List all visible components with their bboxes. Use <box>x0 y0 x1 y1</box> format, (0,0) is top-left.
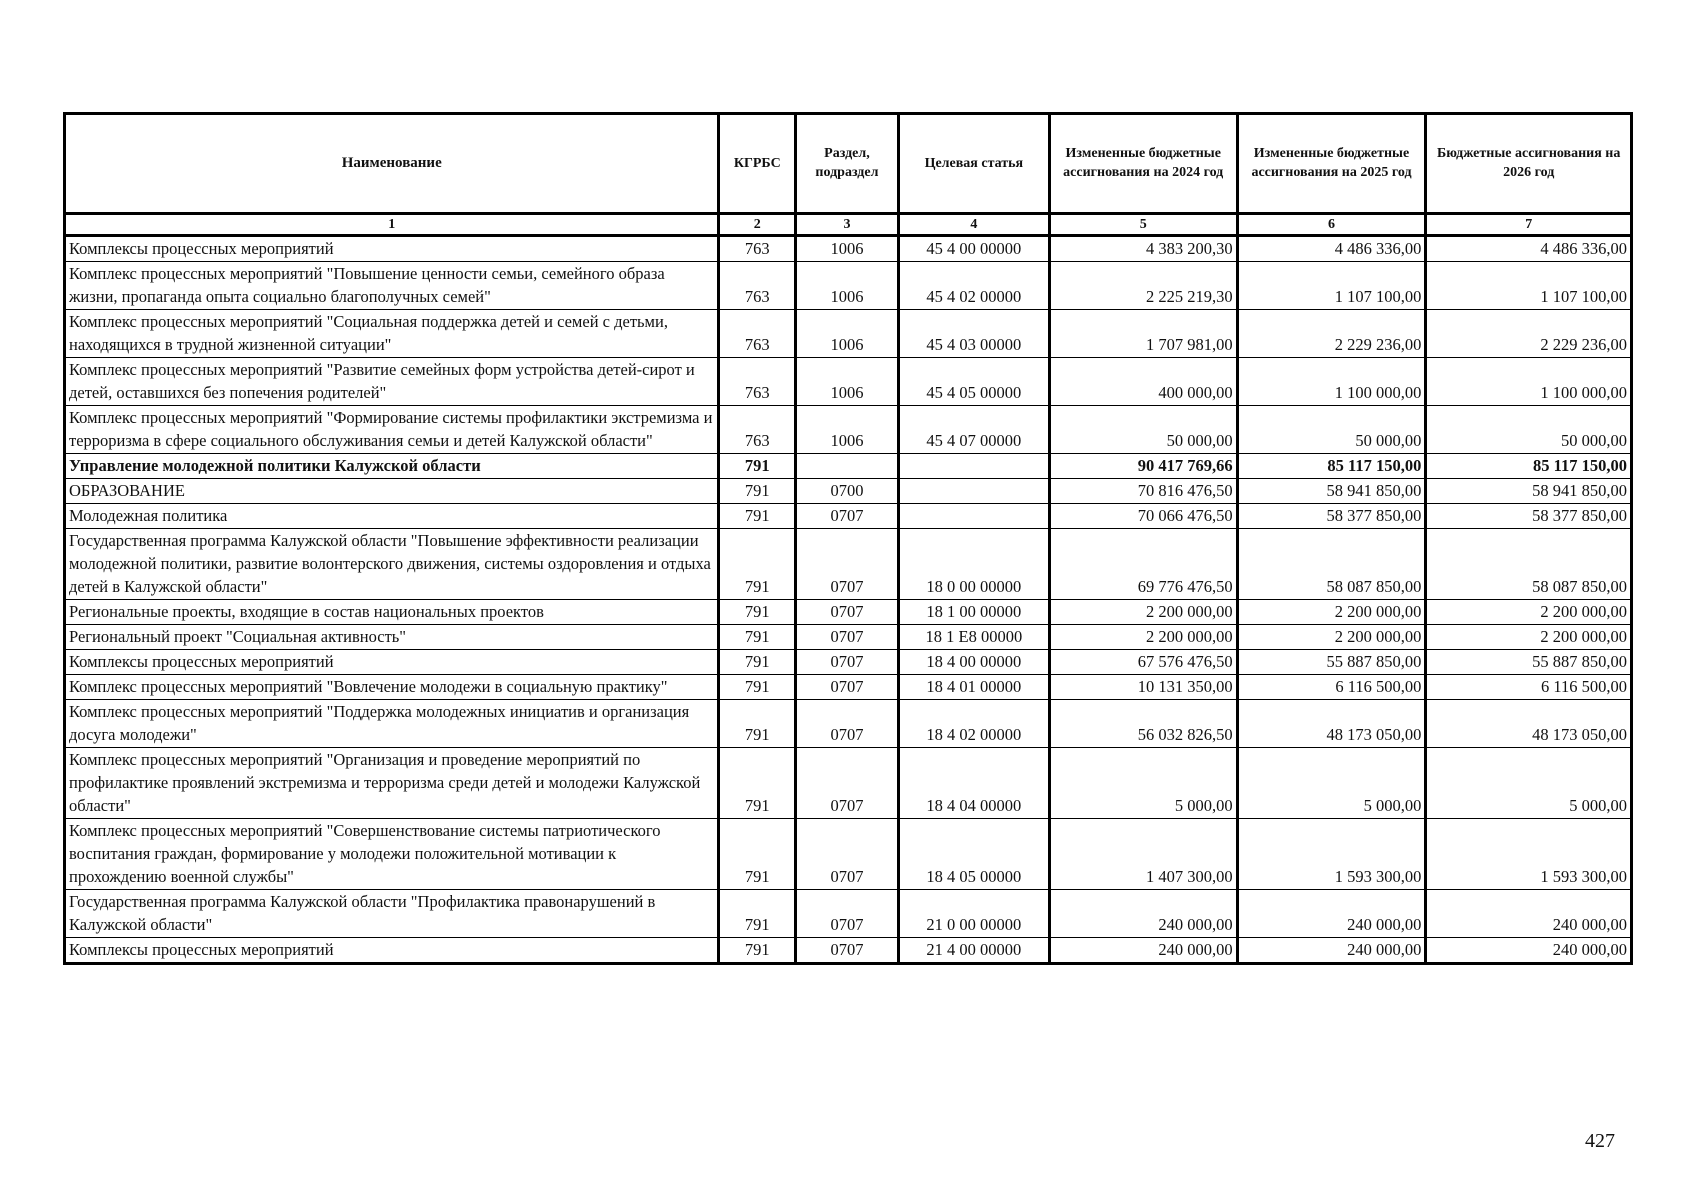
header-target-article: Целевая статья <box>898 114 1049 214</box>
cell-name: Комплекс процессных мероприятий "Формирование системы профилактики экстремизма и терроризма в сфере социального обслуживания семьи и детей Калужской области" <box>65 406 719 454</box>
cell-kgrbs: 791 <box>719 600 796 625</box>
cell-name: Региональный проект "Социальная активность" <box>65 625 719 650</box>
cell-amount-2026: 5 000,00 <box>1426 748 1632 819</box>
cell-target-article: 45 4 00 00000 <box>898 236 1049 262</box>
cell-amount-2025: 2 229 236,00 <box>1237 310 1426 358</box>
cell-amount-2024: 2 225 219,30 <box>1049 262 1237 310</box>
column-number: 4 <box>898 214 1049 236</box>
table-row <box>65 406 1632 454</box>
table-row <box>65 748 1632 819</box>
cell-razdel: 0707 <box>796 938 899 964</box>
cell-kgrbs: 791 <box>719 625 796 650</box>
cell-amount-2026: 240 000,00 <box>1426 890 1632 938</box>
cell-kgrbs: 791 <box>719 529 796 600</box>
cell-name: Комплекс процессных мероприятий "Социальная поддержка детей и семей с детьми, находящихся в трудной жизненной ситуации" <box>65 310 719 358</box>
cell-razdel: 0707 <box>796 650 899 675</box>
cell-amount-2025: 58 087 850,00 <box>1237 529 1426 600</box>
cell-name: Государственная программа Калужской области "Профилактика правонарушений в Калужской области" <box>65 890 719 938</box>
cell-name: Комплекс процессных мероприятий "Поддержка молодежных инициатив и организация досуга молодежи" <box>65 700 719 748</box>
cell-amount-2025: 55 887 850,00 <box>1237 650 1426 675</box>
cell-razdel: 0700 <box>796 479 899 504</box>
cell-name: Региональные проекты, входящие в состав национальных проектов <box>65 600 719 625</box>
cell-kgrbs: 763 <box>719 406 796 454</box>
cell-amount-2026: 4 486 336,00 <box>1426 236 1632 262</box>
cell-amount-2026: 58 377 850,00 <box>1426 504 1632 529</box>
cell-name: Комплекс процессных мероприятий "Организация и проведение мероприятий по профилактике проявлений экстремизма и терроризма среди детей и молодежи Калужской области" <box>65 748 719 819</box>
cell-target-article: 45 4 03 00000 <box>898 310 1049 358</box>
header-2024: Измененные бюджетные ассигнования на 2024 год <box>1049 114 1237 214</box>
cell-amount-2025: 2 200 000,00 <box>1237 625 1426 650</box>
cell-target-article <box>898 504 1049 529</box>
cell-target-article: 18 4 02 00000 <box>898 700 1049 748</box>
cell-amount-2025: 58 377 850,00 <box>1237 504 1426 529</box>
table-row <box>65 675 1632 700</box>
cell-target-article: 18 4 01 00000 <box>898 675 1049 700</box>
cell-razdel: 0707 <box>796 529 899 600</box>
cell-amount-2025: 85 117 150,00 <box>1237 454 1426 479</box>
cell-amount-2026: 58 941 850,00 <box>1426 479 1632 504</box>
cell-target-article: 18 4 00 00000 <box>898 650 1049 675</box>
table-row <box>65 236 1632 262</box>
cell-target-article <box>898 479 1049 504</box>
cell-target-article: 18 0 00 00000 <box>898 529 1049 600</box>
cell-target-article: 21 4 00 00000 <box>898 938 1049 964</box>
header-row <box>65 114 1632 214</box>
cell-amount-2025: 58 941 850,00 <box>1237 479 1426 504</box>
cell-name: Комплекс процессных мероприятий "Совершенствование системы патриотического воспитания граждан, формирование у молодежи положительной мотивации к прохождению военной службы" <box>65 819 719 890</box>
cell-amount-2024: 70 066 476,50 <box>1049 504 1237 529</box>
cell-target-article: 21 0 00 00000 <box>898 890 1049 938</box>
cell-amount-2024: 50 000,00 <box>1049 406 1237 454</box>
cell-amount-2025: 48 173 050,00 <box>1237 700 1426 748</box>
cell-kgrbs: 791 <box>719 650 796 675</box>
cell-amount-2025: 5 000,00 <box>1237 748 1426 819</box>
cell-amount-2024: 67 576 476,50 <box>1049 650 1237 675</box>
table-row <box>65 650 1632 675</box>
cell-kgrbs: 763 <box>719 262 796 310</box>
cell-amount-2024: 90 417 769,66 <box>1049 454 1237 479</box>
column-number: 1 <box>65 214 719 236</box>
cell-amount-2024: 5 000,00 <box>1049 748 1237 819</box>
cell-amount-2026: 58 087 850,00 <box>1426 529 1632 600</box>
cell-amount-2026: 2 229 236,00 <box>1426 310 1632 358</box>
table-row <box>65 479 1632 504</box>
table-row <box>65 310 1632 358</box>
cell-amount-2026: 1 107 100,00 <box>1426 262 1632 310</box>
cell-amount-2024: 240 000,00 <box>1049 938 1237 964</box>
cell-kgrbs: 791 <box>719 748 796 819</box>
cell-amount-2025: 1 107 100,00 <box>1237 262 1426 310</box>
cell-amount-2024: 70 816 476,50 <box>1049 479 1237 504</box>
header-kgrbs: КГРБС <box>719 114 796 214</box>
cell-razdel: 1006 <box>796 310 899 358</box>
cell-amount-2025: 50 000,00 <box>1237 406 1426 454</box>
cell-name: Комплексы процессных мероприятий <box>65 236 719 262</box>
table-row <box>65 262 1632 310</box>
cell-razdel: 0707 <box>796 600 899 625</box>
cell-name: ОБРАЗОВАНИЕ <box>65 479 719 504</box>
column-number-row <box>65 214 1632 236</box>
cell-razdel: 0707 <box>796 675 899 700</box>
table-row <box>65 358 1632 406</box>
cell-target-article: 18 4 04 00000 <box>898 748 1049 819</box>
cell-amount-2026: 55 887 850,00 <box>1426 650 1632 675</box>
cell-kgrbs: 791 <box>719 504 796 529</box>
cell-kgrbs: 791 <box>719 479 796 504</box>
budget-table-body <box>65 236 1632 964</box>
cell-amount-2024: 400 000,00 <box>1049 358 1237 406</box>
cell-name: Комплекс процессных мероприятий "Вовлечение молодежи в социальную практику" <box>65 675 719 700</box>
column-number: 5 <box>1049 214 1237 236</box>
cell-amount-2025: 1 593 300,00 <box>1237 819 1426 890</box>
table-row <box>65 454 1632 479</box>
cell-amount-2025: 1 100 000,00 <box>1237 358 1426 406</box>
cell-amount-2026: 50 000,00 <box>1426 406 1632 454</box>
cell-target-article <box>898 454 1049 479</box>
table-row <box>65 700 1632 748</box>
cell-target-article: 45 4 02 00000 <box>898 262 1049 310</box>
budget-sheet <box>63 112 1633 965</box>
cell-razdel: 1006 <box>796 262 899 310</box>
cell-kgrbs: 763 <box>719 358 796 406</box>
cell-amount-2024: 1 707 981,00 <box>1049 310 1237 358</box>
cell-amount-2025: 2 200 000,00 <box>1237 600 1426 625</box>
cell-target-article: 18 4 05 00000 <box>898 819 1049 890</box>
cell-amount-2025: 240 000,00 <box>1237 890 1426 938</box>
cell-amount-2026: 1 100 000,00 <box>1426 358 1632 406</box>
cell-amount-2026: 240 000,00 <box>1426 938 1632 964</box>
cell-amount-2024: 4 383 200,30 <box>1049 236 1237 262</box>
cell-name: Молодежная политика <box>65 504 719 529</box>
cell-kgrbs: 791 <box>719 675 796 700</box>
cell-name: Управление молодежной политики Калужской области <box>65 454 719 479</box>
cell-amount-2026: 1 593 300,00 <box>1426 819 1632 890</box>
header-razdel: Раздел, подраздел <box>796 114 899 214</box>
cell-razdel: 1006 <box>796 406 899 454</box>
header-2025: Измененные бюджетные ассигнования на 2025 год <box>1237 114 1426 214</box>
cell-razdel: 0707 <box>796 625 899 650</box>
table-row <box>65 625 1632 650</box>
cell-name: Комплексы процессных мероприятий <box>65 938 719 964</box>
cell-amount-2025: 4 486 336,00 <box>1237 236 1426 262</box>
cell-amount-2025: 240 000,00 <box>1237 938 1426 964</box>
cell-kgrbs: 791 <box>719 938 796 964</box>
cell-amount-2026: 48 173 050,00 <box>1426 700 1632 748</box>
cell-kgrbs: 763 <box>719 236 796 262</box>
cell-razdel: 0707 <box>796 890 899 938</box>
column-number: 2 <box>719 214 796 236</box>
cell-target-article: 18 1 00 00000 <box>898 600 1049 625</box>
cell-amount-2024: 56 032 826,50 <box>1049 700 1237 748</box>
cell-razdel: 0707 <box>796 504 899 529</box>
cell-razdel: 1006 <box>796 236 899 262</box>
cell-kgrbs: 763 <box>719 310 796 358</box>
cell-amount-2026: 6 116 500,00 <box>1426 675 1632 700</box>
table-row <box>65 938 1632 964</box>
table-row <box>65 504 1632 529</box>
cell-amount-2025: 6 116 500,00 <box>1237 675 1426 700</box>
cell-razdel <box>796 454 899 479</box>
table-row <box>65 890 1632 938</box>
header-2026: Бюджетные ассигнования на 2026 год <box>1426 114 1632 214</box>
cell-amount-2024: 69 776 476,50 <box>1049 529 1237 600</box>
cell-name: Комплекс процессных мероприятий "Повышение ценности семьи, семейного образа жизни, пропаганда опыта социально благополучных семей" <box>65 262 719 310</box>
cell-amount-2024: 10 131 350,00 <box>1049 675 1237 700</box>
cell-amount-2024: 1 407 300,00 <box>1049 819 1237 890</box>
column-number: 3 <box>796 214 899 236</box>
cell-razdel: 0707 <box>796 819 899 890</box>
column-number: 7 <box>1426 214 1632 236</box>
table-row <box>65 529 1632 600</box>
cell-amount-2024: 240 000,00 <box>1049 890 1237 938</box>
cell-name: Государственная программа Калужской области "Повышение эффективности реализации молодежной политики, развитие волонтерского движения, системы оздоровления и отдыха детей в Калужской области" <box>65 529 719 600</box>
cell-name: Комплексы процессных мероприятий <box>65 650 719 675</box>
cell-name: Комплекс процессных мероприятий "Развитие семейных форм устройства детей-сирот и детей, оставшихся без попечения родителей" <box>65 358 719 406</box>
cell-razdel: 0707 <box>796 748 899 819</box>
table-row <box>65 819 1632 890</box>
cell-amount-2024: 2 200 000,00 <box>1049 625 1237 650</box>
cell-target-article: 18 1 E8 00000 <box>898 625 1049 650</box>
cell-target-article: 45 4 07 00000 <box>898 406 1049 454</box>
cell-kgrbs: 791 <box>719 700 796 748</box>
cell-amount-2026: 2 200 000,00 <box>1426 625 1632 650</box>
table-row <box>65 600 1632 625</box>
cell-kgrbs: 791 <box>719 819 796 890</box>
page-number: 427 <box>1585 1130 1615 1152</box>
cell-razdel: 0707 <box>796 700 899 748</box>
cell-amount-2026: 85 117 150,00 <box>1426 454 1632 479</box>
budget-table <box>63 112 1633 965</box>
cell-amount-2024: 2 200 000,00 <box>1049 600 1237 625</box>
cell-amount-2026: 2 200 000,00 <box>1426 600 1632 625</box>
cell-razdel: 1006 <box>796 358 899 406</box>
cell-kgrbs: 791 <box>719 454 796 479</box>
cell-kgrbs: 791 <box>719 890 796 938</box>
header-name: Наименование <box>65 114 719 214</box>
cell-target-article: 45 4 05 00000 <box>898 358 1049 406</box>
column-number: 6 <box>1237 214 1426 236</box>
